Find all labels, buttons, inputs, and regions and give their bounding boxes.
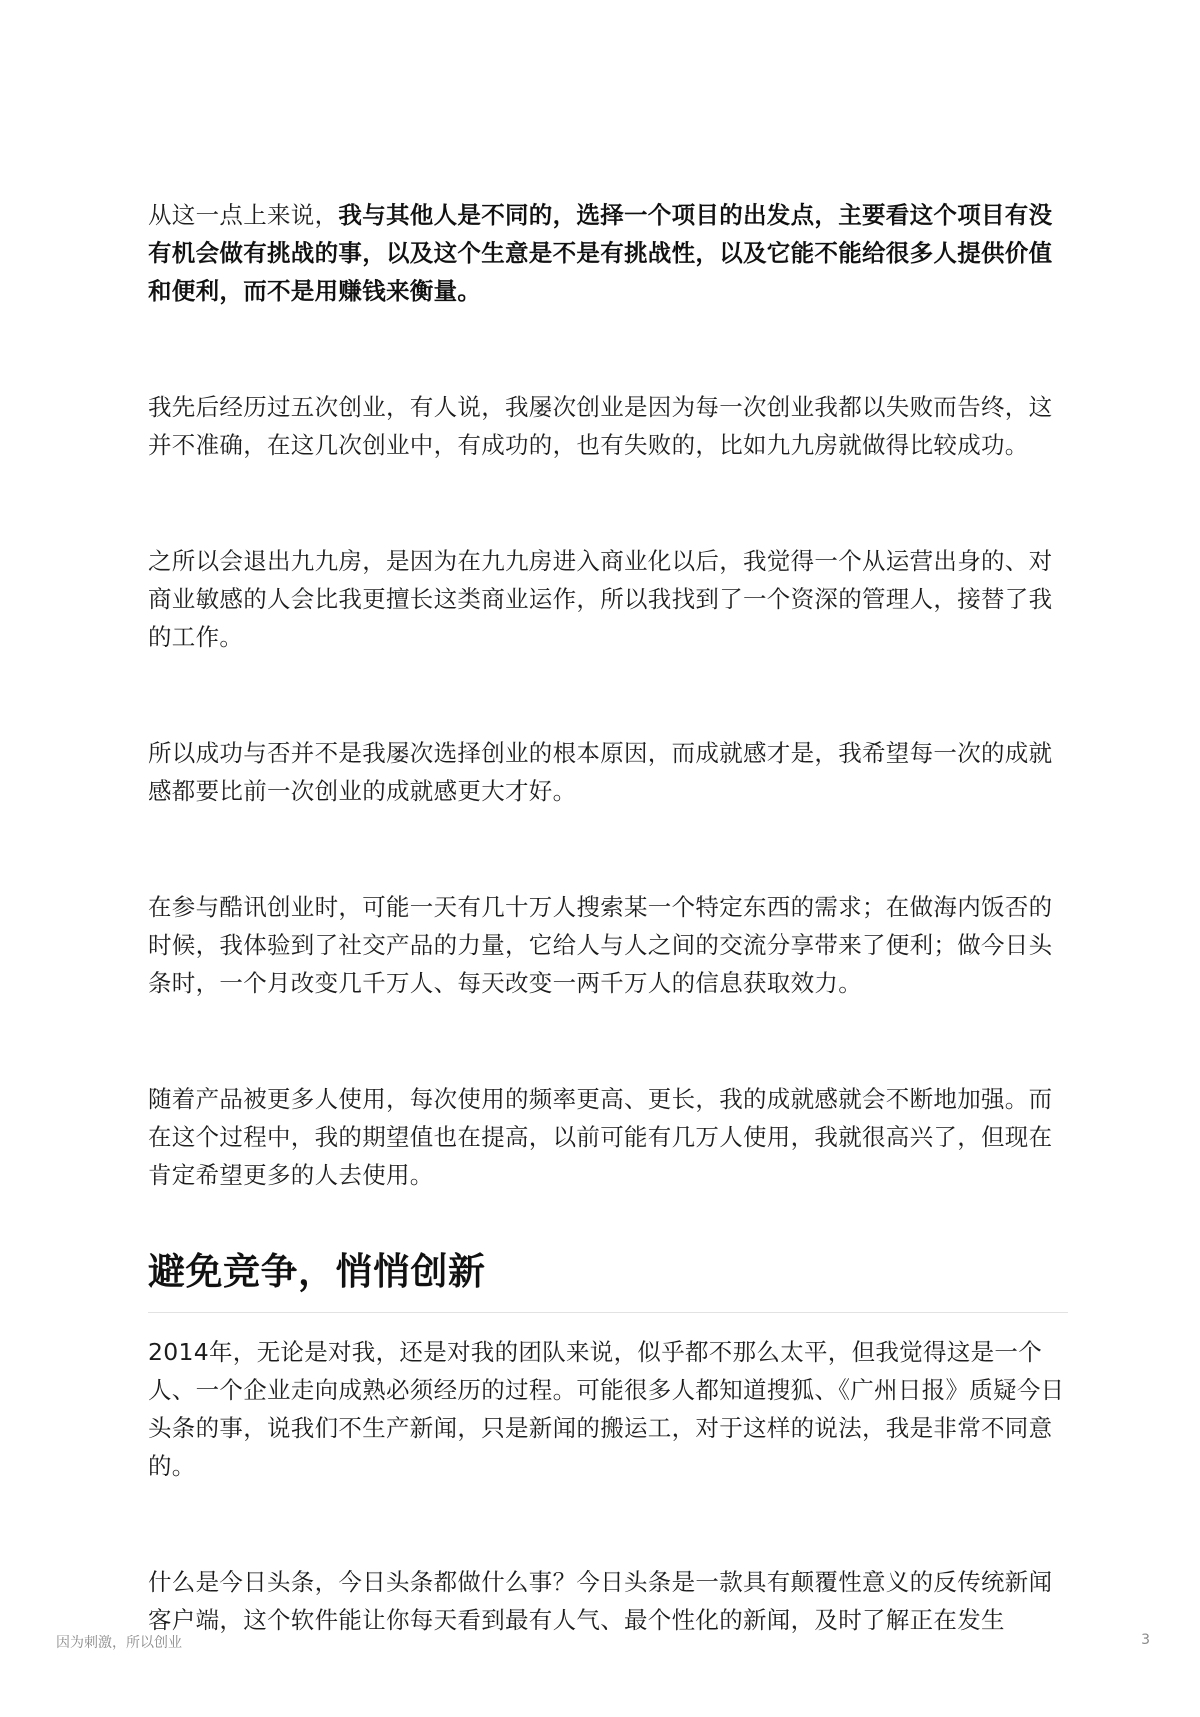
paragraph-2: 我先后经历过五次创业，有人说，我屡次创业是因为每一次创业我都以失败而告终，这并不准确，在这几次创业中，有成功的，也有失败的，比如九九房就做得比较成功。 [148,393,1053,459]
section-paragraph-1: 2014年，无论是对我，还是对我的团队来说，似乎都不那么太平，但我觉得这是一个人、一个企业走向成熟必须经历的过程。可能很多人都知道搜狐、《广州日报》质疑今日头条的事，说我们不生产新闻，只是新闻的搬运工，对于这样的说法，我是非常不同意的。 [148,1338,1065,1480]
paragraph-1-intro: 从这一点上来说， [148,201,339,229]
page-content [148,196,1068,1717]
paragraph-5: 在参与酷讯创业时，可能一天有几十万人搜索某一个特定东西的需求；在做海内饭否的时候，我体验到了社交产品的力量，它给人与人之间的交流分享带来了便利；做今日头条时，一个月改变几千万人、每天改变一两千万人的信息获取效力。 [148,893,1053,997]
paragraph-1-emphasis: 我与其他人是不同的，选择一个项目的出发点，主要看这个项目有没有机会做有挑战的事，以及这个生意是不是有挑战性，以及它能不能给很多人提供价值和便利，而不是用赚钱来衡量。 [148,201,1053,305]
paragraph-1 [148,196,1068,310]
heading-divider [148,1312,1068,1313]
paragraph-3: 之所以会退出九九房，是因为在九九房进入商业化以后，我觉得一个从运营出身的、对商业敏感的人会比我更擅长这类商业运作，所以我找到了一个资深的管理人，接替了我的工作。 [148,547,1053,651]
footer-book-title: 因为刺激，所以创业 [56,1635,182,1651]
footer-page-number: 3 [1141,1632,1150,1648]
section-heading: 避免竞争，悄悄创新 [148,1250,486,1293]
paragraph-4: 所以成功与否并不是我屡次选择创业的根本原因，而成就感才是，我希望每一次的成就感都要比前一次创业的成就感更大才好。 [148,739,1053,805]
section-paragraph-2: 什么是今日头条，今日头条都做什么事？今日头条是一款具有颠覆性意义的反传统新闻客户端，这个软件能让你每天看到最有人气、最个性化的新闻，及时了解正在发生 [148,1568,1053,1634]
paragraph-6: 随着产品被更多人使用，每次使用的频率更高、更长，我的成就感就会不断地加强。而在这个过程中，我的期望值也在提高，以前可能有几万人使用，我就很高兴了，但现在肯定希望更多的人去使用。 [148,1085,1053,1189]
